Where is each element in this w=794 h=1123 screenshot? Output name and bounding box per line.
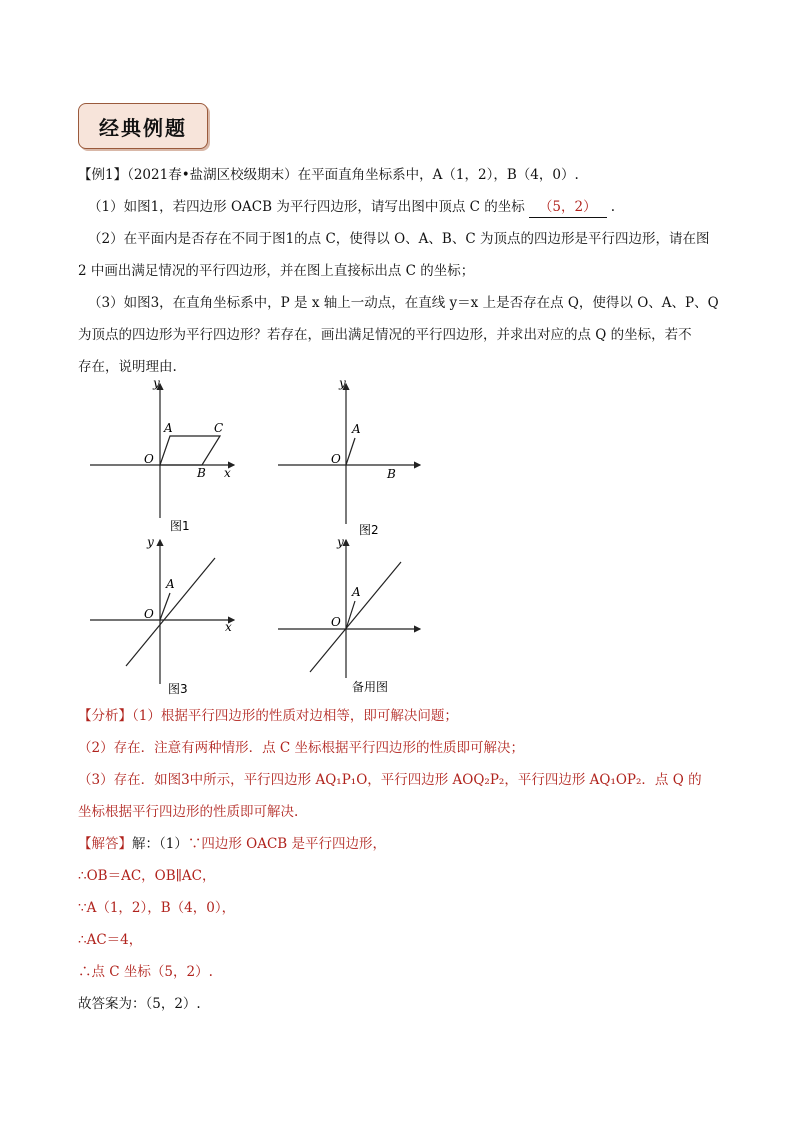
question-2-line-1: （2）在平面内是否存在不同于图1的点 C，使得以 O、A、B、C 为顶点的四边形是平行四边形，请在图 [88, 231, 710, 247]
q1-text: （1）如图1，若四边形 OACB 为平行四边形，请写出图中顶点 C 的坐标 [88, 199, 525, 215]
analysis-line-4: 坐标根据平行四边形的性质即可解决. [78, 804, 299, 820]
problem-intro: 在平面直角坐标系中，A（1，2），B（4，0）. [297, 167, 579, 183]
problem-intro-line [78, 165, 734, 185]
fig4-caption: 备用图 [352, 680, 389, 694]
question-2-line-2: 2 中画出满足情况的平行四边形，并在图上直接标出点 C 的坐标； [78, 263, 475, 279]
fig1-y-label: y [153, 378, 160, 390]
solution-l1-pre: 解：（1） [132, 836, 188, 852]
fig1-caption: 图1 [170, 519, 190, 533]
fig3-y-label: y [147, 535, 154, 549]
q1-answer: （5，2） [529, 197, 607, 218]
solution-line-2: ∴OB＝AC，OB∥AC， [78, 868, 216, 884]
solution-line-1 [78, 834, 734, 854]
fig4-segment-oa [346, 601, 355, 629]
fig3-x-label: x [225, 620, 232, 634]
question-3-line-1: （3）如图3，在直角坐标系中，P 是 x 轴上一动点，在直线 y＝x 上是否存在点 Q，使得以 O、A、P、Q [88, 295, 719, 311]
fig1-b-label: B [197, 466, 206, 480]
figure-1 [90, 384, 234, 518]
fig1-a-label: A [164, 421, 173, 435]
fig4-a-label: A [352, 585, 361, 599]
section-title-badge [78, 103, 208, 149]
fig4-line-y-eq-x [310, 562, 401, 672]
fig4-o-label: O [331, 615, 341, 629]
solution-line-3: ∵A（1，2），B（4，0）， [78, 900, 236, 916]
figures-svg [84, 378, 444, 698]
fig1-parallelogram-oacb [160, 436, 220, 465]
solution-tag: 【解答】 [78, 836, 132, 852]
fig3-a-label: A [166, 577, 175, 591]
fig3-segment-oa [160, 593, 170, 620]
fig2-a-label: A [352, 422, 361, 436]
fig1-x-label: x [224, 466, 231, 480]
analysis-line-3: （3）存在．如图3中所示，平行四边形 AQ₁P₁O，平行四边形 AOQ₂P₂，平行四边形 AQ₁OP₂．点 Q 的 [78, 772, 702, 788]
fig2-y-label: y [339, 378, 346, 390]
question-1 [88, 197, 734, 218]
analysis-line-2: （2）存在．注意有两种情形．点 C 坐标根据平行四边形的性质即可解决； [78, 740, 525, 756]
problem-source: （2021春•盐湖区校级期末） [127, 167, 298, 183]
solution-line-4: ∴AC＝4， [78, 932, 143, 948]
solution-line-5: ∴点 C 坐标（5，2）. [78, 964, 213, 980]
figure-4 [278, 540, 420, 678]
figure-3 [90, 540, 234, 684]
fig2-segment-oa [346, 438, 355, 465]
solution-l1-red: ∵四边形 OACB 是平行四边形， [187, 836, 386, 852]
fig2-caption: 图2 [359, 523, 379, 537]
fig3-caption: 图3 [168, 682, 188, 696]
q1-end: . [610, 199, 616, 215]
solution-line-6: 故答案为：（5，2）. [78, 996, 201, 1012]
fig1-c-label: C [214, 421, 224, 435]
problem-prefix: 【例1】 [78, 167, 128, 183]
fig2-o-label: O [331, 452, 341, 466]
analysis-line-1 [78, 706, 734, 726]
question-3-line-2: 为顶点的四边形为平行四边形？若存在，画出满足情况的平行四边形，并求出对应的点 Q 的坐标，若不 [78, 327, 692, 343]
figure-2 [278, 384, 420, 524]
analysis-tag: 【分析】 [78, 708, 132, 724]
figures-area [84, 378, 444, 698]
section-title: 经典例题 [99, 115, 187, 140]
fig1-o-label: O [144, 452, 154, 466]
question-3-line-3: 存在，说明理由. [78, 359, 177, 375]
fig2-b-label: B [387, 467, 396, 481]
fig3-line-y-eq-x [126, 558, 215, 666]
analysis-l1: （1）根据平行四边形的性质对边相等，即可解决问题； [132, 708, 458, 724]
fig3-o-label: O [144, 607, 154, 621]
fig4-y-label: y [337, 535, 344, 549]
